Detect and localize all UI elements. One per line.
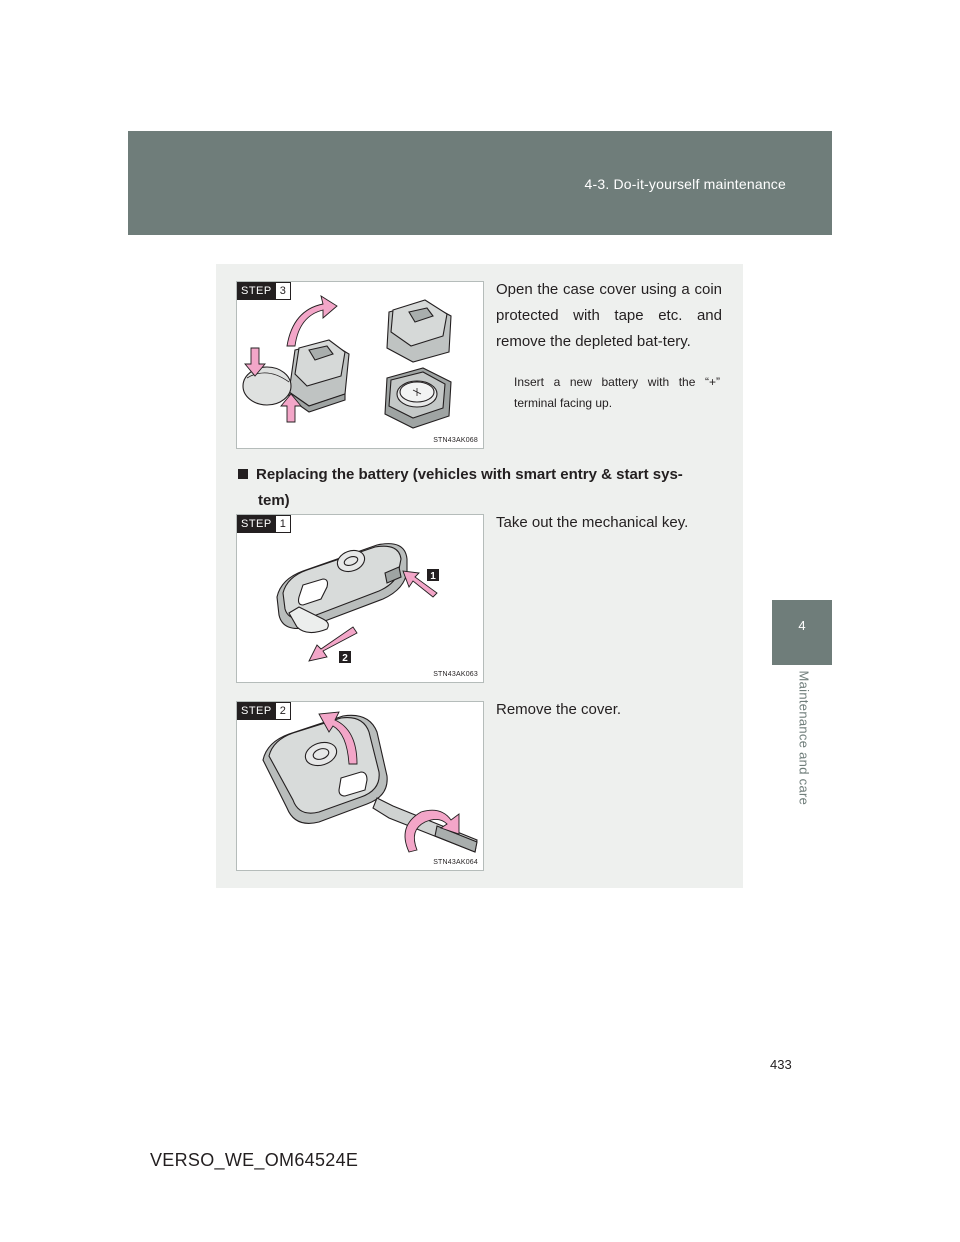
step-number: 2 [276,702,291,720]
chapter-tab[interactable] [772,600,832,665]
figure-step-1 [236,514,484,683]
step-label: STEP [237,515,276,533]
square-bullet-icon [238,469,248,479]
remove-cover-illustration [237,702,483,870]
step-badge-2 [237,702,291,720]
figure-code: STN43AK063 [433,671,478,678]
chapter-label: Maintenance and care [796,670,812,806]
section-title: 4-3. Do-it-yourself maintenance [584,176,786,192]
figure-step-2 [236,701,484,871]
step-label: STEP [237,282,276,300]
chapter-number: 4 [798,618,806,633]
step-2-instruction: Remove the cover. [496,701,622,718]
step-badge-1 [237,515,291,533]
section-heading-line-2: tem) [258,492,290,509]
step-label: STEP [237,702,276,720]
step-1-instruction: Take out the mechanical key. [496,514,689,531]
page-number: 433 [770,1057,792,1072]
document-code: VERSO_WE_OM64524E [150,1150,359,1170]
figure-code: STN43AK068 [433,437,478,444]
step-3-note: Insert a new battery with the “+” terminal facing up. [514,375,720,410]
step-number: 3 [276,282,291,300]
section-heading [238,462,728,514]
step-badge-3 [237,282,291,300]
smart-key-illustration [237,515,483,682]
section-heading-line-1: Replacing the battery (vehicles with smart entry & start sys- [256,466,683,483]
chapter-label-container [786,670,816,815]
figure-step-3 [236,281,484,449]
step-3-instruction: Open the case cover using a coin protected with tape etc. and remove the depleted bat-tery. [496,281,722,350]
callout-1: 1 [430,571,436,582]
battery-case-illustration [237,282,483,448]
callout-2: 2 [342,653,348,664]
step-number: 1 [276,515,291,533]
page-header [128,131,832,235]
figure-code: STN43AK064 [433,859,478,866]
